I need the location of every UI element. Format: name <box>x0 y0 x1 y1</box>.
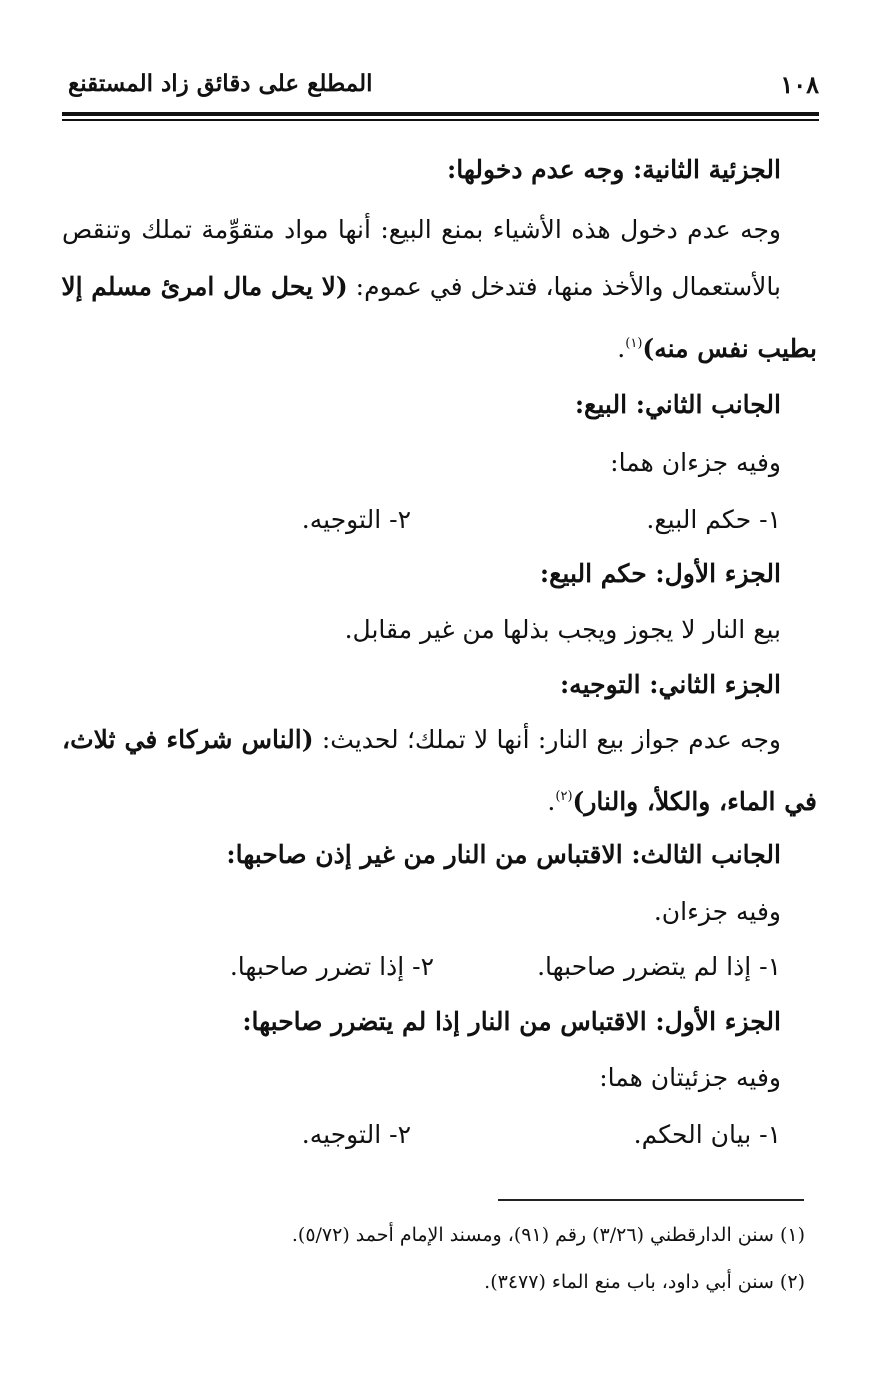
paragraph-text: بالأستعمال والأخذ منها، فتدخل في عموم: <box>347 272 781 301</box>
hadith-quote: في الماء، والكلأ، والنار) <box>572 787 817 816</box>
heading-section-three: الجانب الثالث: الاقتباس من النار من غير إذن صاحبها: <box>226 840 781 869</box>
paragraph-line <box>62 720 781 760</box>
punctuation: . <box>617 334 626 363</box>
paragraph-line: وجه عدم دخول هذه الأشياء بمنع البيع: أنها مواد متقوِّمة تملك وتنقص <box>62 215 781 244</box>
punctuation: . <box>547 787 556 816</box>
paragraph-line <box>62 267 781 307</box>
footnote-ref: (١) <box>625 336 643 351</box>
paragraph: وفيه جزئيتان هما: <box>599 1063 781 1092</box>
list-item: ١- إذا لم يتضرر صاحبها. <box>537 952 781 981</box>
list-item: ٢- التوجيه. <box>301 1120 411 1149</box>
list-item: ١- بيان الحكم. <box>633 1120 781 1149</box>
footnote: (٢) سنن أبي داود، باب منع الماء (٣٤٧٧). <box>484 1271 805 1293</box>
heading-part-two: الجزء الثاني: التوجيه: <box>559 670 781 699</box>
footnote-separator <box>498 1199 804 1201</box>
paragraph: وفيه جزءان. <box>653 897 781 926</box>
paragraph-line <box>617 324 817 369</box>
footnote: (١) سنن الدارقطني (٣/٢٦) رقم (٩١)، ومسند الإمام أحمد (٥/٧٢). <box>291 1224 805 1246</box>
heading-part-one: الجزء الأول: الاقتباس من النار إذا لم يتضرر صاحبها: <box>242 1007 781 1036</box>
heading-subpart-two: الجزئية الثانية: وجه عدم دخولها: <box>446 155 781 184</box>
heading-part-one: الجزء الأول: حكم البيع: <box>539 559 781 588</box>
header-rule-thick <box>62 112 819 116</box>
header-rule-thin <box>62 119 819 121</box>
footnote-ref: (٢) <box>555 789 573 804</box>
hadith-quote: (لا يحل مال امرئ مسلم إلا <box>61 272 348 301</box>
heading-section-two: الجانب الثاني: البيع: <box>574 390 781 419</box>
list-item: ٢- إذا تضرر صاحبها. <box>229 952 434 981</box>
paragraph-line <box>547 777 817 822</box>
list-item: ١- حكم البيع. <box>646 505 781 534</box>
paragraph: بيع النار لا يجوز ويجب بذلها من غير مقابل. <box>344 615 781 644</box>
page-number: ١٠٨ <box>780 70 819 99</box>
hadith-quote: (الناس شركاء في ثلاث، <box>62 725 314 754</box>
paragraph: وفيه جزءان هما: <box>610 448 781 477</box>
list-item: ٢- التوجيه. <box>301 505 411 534</box>
paragraph-text: وجه عدم جواز بيع النار: أنها لا تملك؛ لحديث: <box>313 725 781 754</box>
running-title: المطلع على دقائق زاد المستقنع <box>68 70 373 97</box>
hadith-quote: بطيب نفس منه) <box>642 334 817 363</box>
